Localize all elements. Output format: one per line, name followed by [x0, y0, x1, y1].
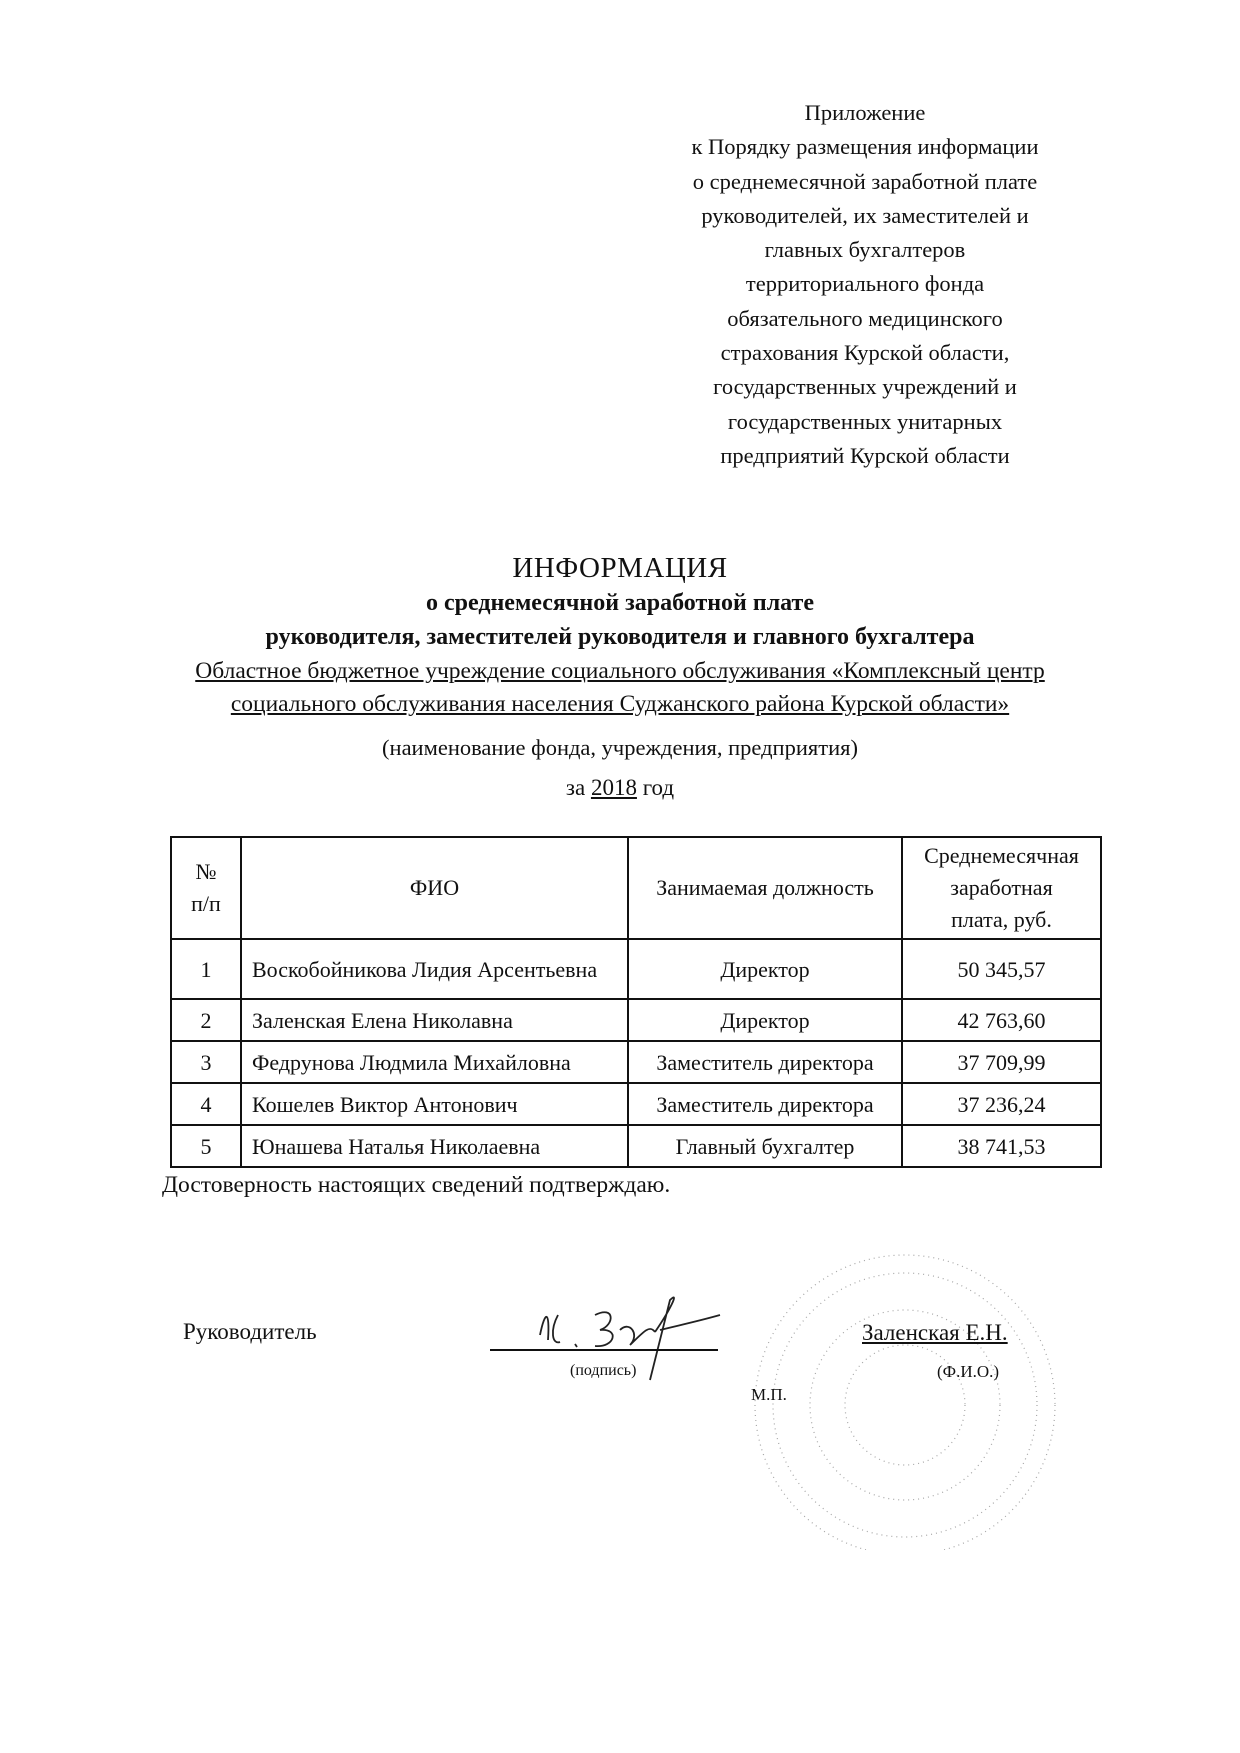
row-num: 2: [171, 999, 241, 1041]
row-salary: 37 236,24: [902, 1083, 1101, 1125]
appendix-line: государственных учреждений и: [713, 374, 1017, 400]
appendix-line: территориального фонда: [745, 271, 985, 297]
fio-hint: (Ф.И.О.): [937, 1362, 1000, 1381]
row-position: Директор: [628, 999, 902, 1041]
organization-hint: (наименование фонда, учреждения, предприятия): [382, 735, 858, 760]
appendix-line: руководителей, их заместителей и: [701, 202, 1029, 228]
appendix-line: предприятий Курской области: [720, 442, 1010, 468]
year-value: 2018: [590, 775, 637, 800]
row-salary: 42 763,60: [902, 999, 1101, 1041]
row-position: Директор: [628, 939, 902, 999]
report-year: [110, 775, 1130, 801]
header-salary-line: заработная: [950, 875, 1053, 900]
appendix-line: Приложение: [804, 100, 926, 125]
signature-hint: (подпись): [570, 1362, 637, 1379]
row-num: 4: [171, 1083, 241, 1125]
row-name: Кошелев Виктор Антонович: [241, 1083, 628, 1125]
year-suffix: год: [642, 775, 675, 800]
row-name: Федрунова Людмила Михайловна: [241, 1041, 628, 1083]
header-salary-line: Среднемесячная: [924, 843, 1079, 868]
signer-role: Руководитель: [183, 1319, 317, 1344]
row-num: 3: [171, 1041, 241, 1083]
header-num-line: п/п: [191, 891, 221, 916]
signer-name: Заленская Е.Н.: [862, 1320, 1008, 1345]
organization-name-line-1: Областное бюджетное учреждение социального обслуживания «Комплексный центр: [195, 658, 1045, 684]
table-row: [171, 1125, 1101, 1167]
year-prefix: за: [565, 775, 586, 800]
row-salary: 37 709,99: [902, 1041, 1101, 1083]
header-salary: [902, 837, 1101, 939]
appendix-line: главных бухгалтеров: [764, 237, 966, 263]
table-header-row: [171, 837, 1101, 939]
appendix-line: обязательного медицинского: [727, 305, 1003, 331]
row-name: Воскобойникова Лидия Арсентьевна: [241, 939, 628, 999]
row-name: Заленская Елена Николавна: [241, 999, 628, 1041]
row-num: 1: [171, 939, 241, 999]
confirmation-text: Достоверность настоящих сведений подтверждаю.: [162, 1172, 671, 1198]
appendix-line: страхования Курской области,: [720, 340, 1010, 366]
document-subtitle-2: руководителя, заместителей руководителя и главного бухгалтера: [265, 624, 975, 650]
table-row: [171, 1083, 1101, 1125]
row-salary: 38 741,53: [902, 1125, 1101, 1167]
appendix-line: о среднемесячной заработной плате: [692, 168, 1038, 194]
header-num: [171, 837, 241, 939]
appendix-line: к Порядку размещения информации: [691, 134, 1039, 160]
row-salary: 50 345,57: [902, 939, 1101, 999]
row-position: Главный бухгалтер: [628, 1125, 902, 1167]
header-salary-line: плата, руб.: [951, 907, 1052, 932]
table-row: [171, 939, 1101, 999]
salary-table: [170, 836, 1102, 1168]
appendix-note: [690, 96, 1040, 473]
document-subtitle: о среднемесячной заработной плате: [426, 590, 814, 616]
appendix-line: государственных унитарных: [727, 408, 1003, 434]
row-position: Заместитель директора: [628, 1083, 902, 1125]
stamp-place-label: М.П.: [751, 1385, 787, 1404]
row-position: Заместитель директора: [628, 1041, 902, 1083]
row-num: 5: [171, 1125, 241, 1167]
row-name: Юнашева Наталья Николаевна: [241, 1125, 628, 1167]
document-title: ИНФОРМАЦИЯ: [512, 552, 728, 584]
header-num-line: №: [195, 859, 217, 884]
organization-name-line-2: социального обслуживания населения Суджанского района Курской области»: [230, 691, 1010, 717]
header-position: Занимаемая должность: [628, 837, 902, 939]
table-row: [171, 999, 1101, 1041]
header-name: ФИО: [241, 837, 628, 939]
table-row: [171, 1041, 1101, 1083]
signature-line: [490, 1349, 718, 1351]
